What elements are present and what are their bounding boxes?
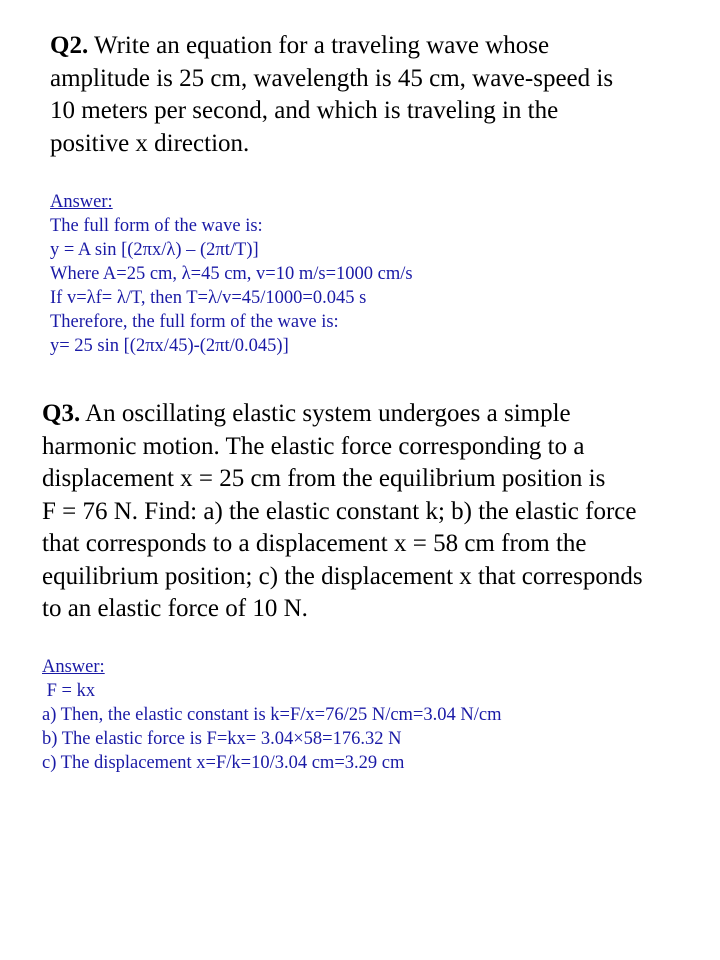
answer-2-label: Answer: <box>50 192 113 212</box>
question-2 <box>50 30 613 160</box>
question-3-line-4: F = 76 N. Find: a) the elastic constant k; b) the elastic force <box>42 497 637 525</box>
question-3 <box>42 398 643 626</box>
answer-2-line-6: y= 25 sin [(2πx/45)-(2πt/0.045)] <box>50 336 289 356</box>
question-2-line-1 <box>50 30 613 63</box>
question-2-line-2: amplitude is 25 cm, wavelength is 45 cm, wave-speed is <box>50 64 614 92</box>
answer-2-line-5: Therefore, the full form of the wave is: <box>50 312 339 332</box>
question-2-number: Q2. <box>50 32 89 59</box>
question-3-line-5: that corresponds to a displacement x = 58 cm from the <box>42 530 587 557</box>
answer-2-line-2: y = A sin [(2πx/λ) – (2πt/T)] <box>50 240 259 260</box>
answer-3-line-3: b) The elastic force is F=kx= 3.04×58=176.32 N <box>42 729 402 749</box>
answer-2 <box>50 190 413 358</box>
question-3-line-6: equilibrium position; c) the displacement x that corresponds <box>42 562 643 590</box>
question-3-line-7: to an elastic force of 10 N. <box>42 595 308 622</box>
question-2-line-4: positive x direction. <box>50 129 250 157</box>
question-3-line-2: harmonic motion. The elastic force corresponding to a <box>42 432 585 460</box>
answer-3 <box>42 655 501 775</box>
answer-2-line-1: The full form of the wave is: <box>50 216 263 236</box>
question-3-number: Q3. <box>42 400 81 427</box>
answer-3-line-2: a) Then, the elastic constant is k=F/x=76/25 N/cm=3.04 N/cm <box>42 705 502 725</box>
answer-3-label: Answer: <box>42 657 105 677</box>
answer-2-line-3: Where A=25 cm, λ=45 cm, v=10 m/s=1000 cm/s <box>50 264 413 284</box>
question-3-text-1: An oscillating elastic system undergoes a simple <box>80 400 571 427</box>
question-2-text-1: Write an equation for a traveling wave whose <box>88 32 550 59</box>
question-3-line-1 <box>42 398 643 431</box>
answer-2-line-4: If v=λf= λ/T, then T=λ/v=45/1000=0.045 s <box>50 288 367 308</box>
question-3-line-3: displacement x = 25 cm from the equilibrium position is <box>42 465 606 492</box>
answer-3-line-1: F = kx <box>42 681 96 701</box>
answer-3-line-4: c) The displacement x=F/k=10/3.04 cm=3.29 cm <box>42 753 405 773</box>
question-2-line-3: 10 meters per second, and which is traveling in the <box>50 97 559 124</box>
